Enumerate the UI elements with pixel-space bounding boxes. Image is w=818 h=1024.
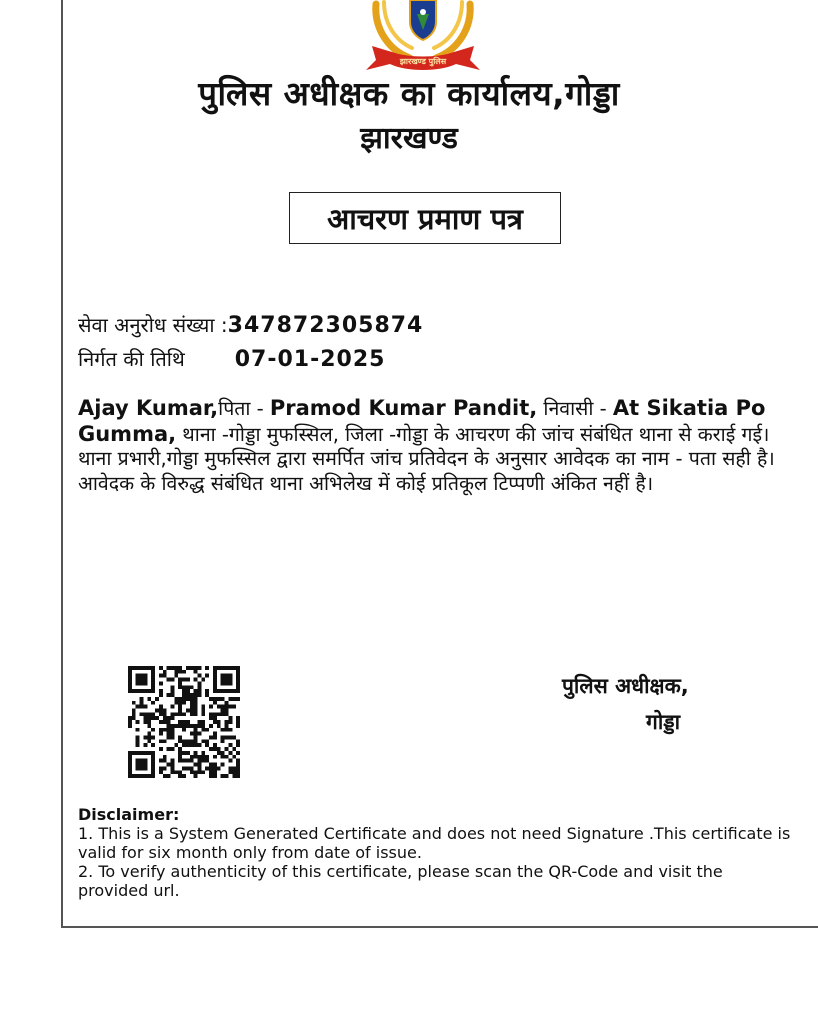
issue-date-label: निर्गत की तिथि bbox=[78, 347, 185, 371]
request-number-row bbox=[78, 311, 423, 338]
issue-date-row bbox=[78, 345, 385, 372]
certificate-title: आचरण प्रमाण पत्र bbox=[289, 192, 561, 244]
disclaimer-heading: Disclaimer: bbox=[78, 805, 180, 824]
jharkhand-police-emblem-icon bbox=[348, 0, 498, 80]
certificate-body bbox=[78, 396, 803, 496]
disclaimer-line-2: 2. To verify authenticity of this certificate, please scan the QR-Code and visit the provided url. bbox=[78, 862, 723, 900]
request-number-label: सेवा अनुरोध संख्या : bbox=[78, 313, 228, 337]
qr-code-icon[interactable] bbox=[128, 666, 240, 778]
signature-designation: पुलिस अधीक्षक, bbox=[562, 674, 689, 698]
emblem-banner-text: झारखण्ड पुलिस bbox=[399, 57, 447, 66]
disclaimer-line-1: 1. This is a System Generated Certificate and does not need Signature .This certificate is valid for six month only from date of issue. bbox=[78, 824, 791, 862]
disclaimer bbox=[78, 805, 798, 900]
signature-block bbox=[562, 668, 689, 740]
applicant-address: At Sikatia Po Gumma, bbox=[78, 396, 766, 446]
signature-city: गोड्डा bbox=[646, 710, 681, 734]
resident-label: निवासी - bbox=[537, 397, 613, 420]
issue-date-value: 07-01-2025 bbox=[234, 347, 386, 372]
office-title: पुलिस अधीक्षक का कार्यालय,गोड्डा bbox=[198, 74, 620, 113]
father-name: Pramod Kumar Pandit, bbox=[269, 396, 538, 420]
office-state: झारखण्ड bbox=[360, 121, 458, 156]
father-label: पिता - bbox=[218, 397, 270, 420]
request-number-value: 347872305874 bbox=[227, 313, 424, 338]
applicant-name: Ajay Kumar, bbox=[78, 396, 219, 420]
certificate-body-text: थाना -गोड्डा मुफस्सिल, जिला -गोड्डा के आचरण की जांच संबंधित थाना से कराई गई। थाना प्रभारी,गोड्डा मुफस्सिल द्वारा समर्पित जांच प्रतिवेदन के अनुसार आवेदक का नाम - पता सही है। आवेदक के विरुद्ध संबंधित थाना अभिलेख में कोई प्रतिकूल टिप्पणी अंकित नहीं है। bbox=[78, 422, 775, 495]
